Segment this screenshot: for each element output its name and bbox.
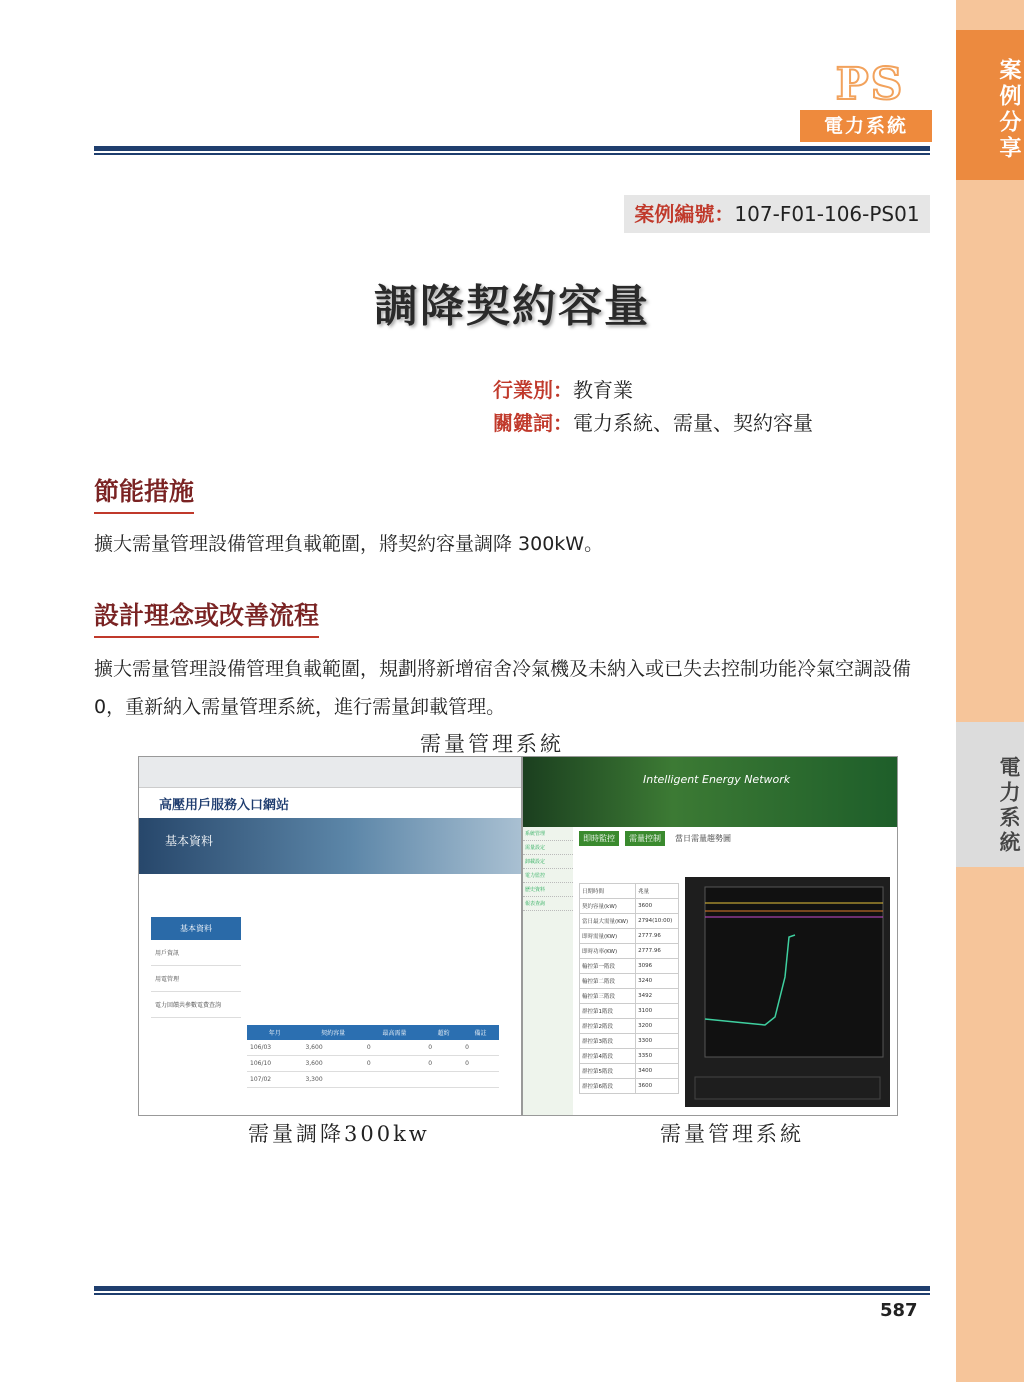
ems-menu-item[interactable]: 報表查詢 <box>523 897 573 911</box>
ems-tab[interactable]: 需量控制 <box>625 831 665 846</box>
ems-tab[interactable]: 當日需量趨勢圖 <box>675 834 731 843</box>
table-cell: 3,600 <box>302 1056 363 1072</box>
table-cell: 2794(10:00) <box>636 914 679 929</box>
table-header: 契約容量 <box>302 1025 363 1040</box>
table-cell: 輸控第三階段 <box>580 989 636 1004</box>
table-cell: 群控第1階段 <box>580 1004 636 1019</box>
ems-menu-item[interactable]: 卸載設定 <box>523 855 573 869</box>
table-cell: 106/10 <box>247 1056 302 1072</box>
portal-menu-item[interactable]: 用戶資訊 <box>151 940 241 966</box>
table-cell: 0 <box>425 1056 462 1072</box>
keywords-label: 關鍵詞： <box>493 411 573 435</box>
table-row <box>247 1072 499 1088</box>
table-cell: 3096 <box>636 959 679 974</box>
portal-menu-item[interactable]: 電力回饋共參數電費查詢 <box>151 992 241 1018</box>
side-tab-power-system[interactable]: 電力系統 <box>956 722 1024 867</box>
ems-header <box>523 757 897 827</box>
portal-menu-header[interactable]: 基本資料 <box>151 917 241 940</box>
portal-menu-item[interactable]: 用電管理 <box>151 966 241 992</box>
table-cell: 3,600 <box>302 1040 363 1056</box>
ems-tab[interactable]: 即時監控 <box>579 831 619 846</box>
table-cell: 3492 <box>636 989 679 1004</box>
table-header: 最高需量 <box>364 1025 425 1040</box>
table-cell: 3600 <box>636 1079 679 1094</box>
table-cell: 輸控第一階段 <box>580 959 636 974</box>
footer-rule <box>94 1286 930 1291</box>
page-title: 調降契約容量 <box>374 281 650 332</box>
ems-menu-item[interactable]: 電力監控 <box>523 869 573 883</box>
table-cell: 106/03 <box>247 1040 302 1056</box>
figure-caption-right: 需量管理系統 <box>660 1122 804 1146</box>
table-cell: 3300 <box>636 1034 679 1049</box>
category-tag: 電力系統 <box>800 110 932 142</box>
table-row <box>580 914 679 929</box>
portal-site-name: 高壓用戶服務入口網站 <box>159 797 290 813</box>
table-cell: 群控第6階段 <box>580 1079 636 1094</box>
table-cell <box>462 1072 499 1088</box>
table-cell: 輸控第二階段 <box>580 974 636 989</box>
ems-side-menu <box>523 827 573 1115</box>
side-tab-case-sharing[interactable]: 案例分享 <box>956 30 1024 180</box>
ems-menu-item[interactable]: 歷史資料 <box>523 883 573 897</box>
table-row <box>580 944 679 959</box>
table-cell: 群控第4階段 <box>580 1049 636 1064</box>
table-row <box>580 989 679 1004</box>
header-rule-thin <box>94 153 930 155</box>
section-heading-measures: 節能措施 <box>94 472 194 514</box>
table-cell: 3240 <box>636 974 679 989</box>
ems-menu-item[interactable]: 系統管理 <box>523 827 573 841</box>
keywords-line <box>493 407 813 436</box>
table-cell: 3400 <box>636 1064 679 1079</box>
table-cell: 3200 <box>636 1019 679 1034</box>
section-heading-design: 設計理念或改善流程 <box>94 596 319 638</box>
ems-brand: Intelligent Energy Network <box>643 773 791 786</box>
table-cell: 0 <box>462 1040 499 1056</box>
case-number-box <box>624 195 930 233</box>
ps-logo: PS <box>835 59 905 110</box>
table-cell: 3,300 <box>302 1072 363 1088</box>
table-row <box>580 884 679 899</box>
table-row <box>247 1056 499 1072</box>
side-strip <box>956 0 1024 1382</box>
table-header: 年月 <box>247 1025 302 1040</box>
browser-toolbar <box>139 757 521 788</box>
design-text: 擴大需量管理設備管理負載範圍，規劃將新增宿舍冷氣機及未納入或已失去控制功能冷氣空調設備 0，重新納入需量管理系統，進行需量卸載管理。 <box>94 658 912 718</box>
table-cell: 群控第2階段 <box>580 1019 636 1034</box>
table-row <box>580 1034 679 1049</box>
measures-text: 擴大需量管理設備管理負載範圍，將契約容量調降 300kW。 <box>94 533 604 555</box>
table-cell: 0 <box>425 1040 462 1056</box>
table-cell: 群控第5階段 <box>580 1064 636 1079</box>
table-cell: 即時功率(KW) <box>580 944 636 959</box>
portal-left-menu <box>151 917 241 1018</box>
keywords-value: 電力系統、需量、契約容量 <box>573 411 813 435</box>
screenshot-ems <box>522 756 898 1116</box>
table-cell: 兆量 <box>636 884 679 899</box>
table-row <box>580 899 679 914</box>
screenshot-portal <box>138 756 522 1116</box>
table-cell: 107/02 <box>247 1072 302 1088</box>
table-row <box>580 959 679 974</box>
case-number-label: 案例編號： <box>634 202 735 226</box>
figure-caption-left: 需量調降300kw <box>248 1122 430 1146</box>
table-cell: 群控第3階段 <box>580 1034 636 1049</box>
table-cell: 2777.96 <box>636 944 679 959</box>
table-row <box>580 1019 679 1034</box>
table-row <box>580 1079 679 1094</box>
table-row <box>247 1040 499 1056</box>
page-number: 587 <box>880 1300 918 1321</box>
header-rule <box>94 146 930 151</box>
table-cell: 2777.96 <box>636 929 679 944</box>
table-cell: 當日最大需量(KW) <box>580 914 636 929</box>
table-row <box>580 974 679 989</box>
table-row <box>580 1064 679 1079</box>
table-cell: 契約容量(kW) <box>580 899 636 914</box>
portal-contract-table <box>247 1025 499 1088</box>
table-cell: 3100 <box>636 1004 679 1019</box>
table-cell: 3600 <box>636 899 679 914</box>
ems-demand-chart <box>685 877 890 1107</box>
table-row <box>580 1049 679 1064</box>
ems-tabs <box>579 831 735 846</box>
table-cell: 0 <box>364 1056 425 1072</box>
table-cell: 3350 <box>636 1049 679 1064</box>
figure-caption-top: 需量管理系統 <box>420 732 564 756</box>
ems-menu-item[interactable]: 需量設定 <box>523 841 573 855</box>
ems-demand-table <box>579 883 679 1094</box>
table-row <box>580 1004 679 1019</box>
table-cell: 0 <box>364 1040 425 1056</box>
footer-rule-thin <box>94 1293 930 1295</box>
portal-banner: 基本資料 <box>139 818 521 874</box>
industry-value: 教育業 <box>573 378 633 402</box>
table-row <box>580 929 679 944</box>
table-cell: 0 <box>462 1056 499 1072</box>
table-cell: 即時需量(KW) <box>580 929 636 944</box>
table-cell <box>364 1072 425 1088</box>
table-header: 超約 <box>425 1025 462 1040</box>
table-cell <box>425 1072 462 1088</box>
table-cell: 日期時間 <box>580 884 636 899</box>
case-number: 107-F01-106-PS01 <box>734 202 920 226</box>
table-header: 備註 <box>462 1025 499 1040</box>
industry-line <box>493 374 633 403</box>
industry-label: 行業別： <box>493 378 573 402</box>
